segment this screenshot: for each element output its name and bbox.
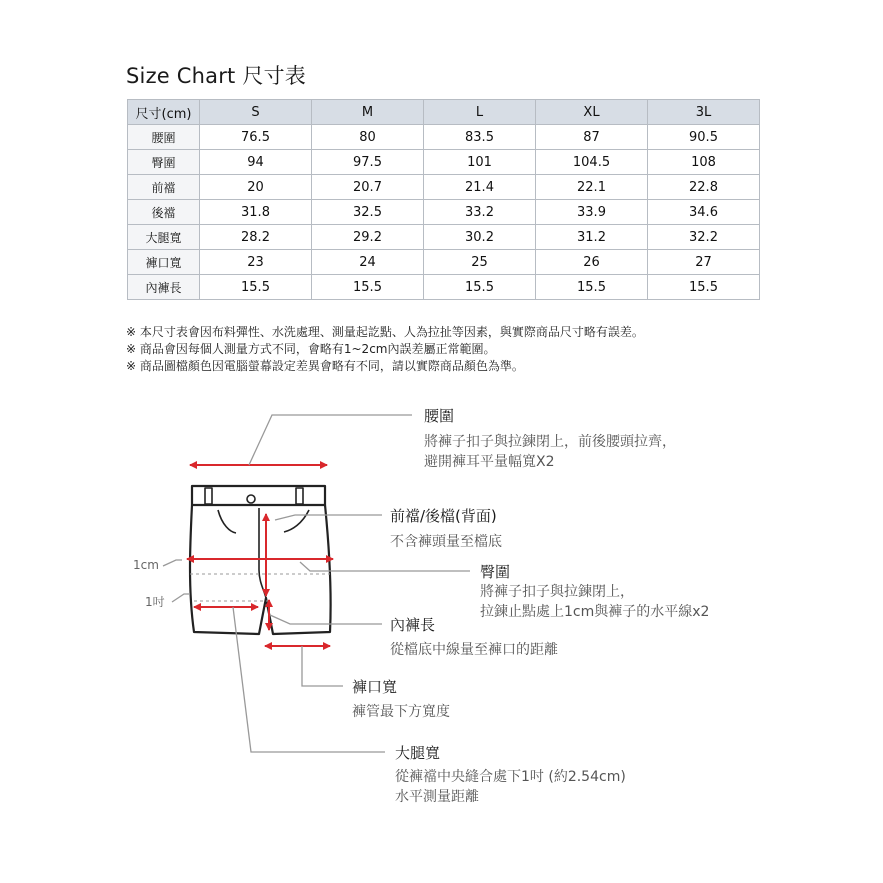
table-cell: 15.5 bbox=[200, 275, 312, 300]
hem-label: 褲口寬 bbox=[352, 678, 398, 696]
table-cell: 22.1 bbox=[536, 175, 648, 200]
row-label: 內褲長 bbox=[128, 275, 200, 300]
size-header: 3L bbox=[648, 100, 760, 125]
size-header: M bbox=[312, 100, 424, 125]
belt-loop bbox=[296, 488, 303, 504]
table-cell: 80 bbox=[312, 125, 424, 150]
table-cell: 23 bbox=[200, 250, 312, 275]
table-cell: 101 bbox=[424, 150, 536, 175]
thigh-desc: 從褲襠中央縫合處下1吋 (約2.54cm) 水平測量距離 bbox=[395, 769, 626, 805]
size-header: S bbox=[200, 100, 312, 125]
table-cell: 30.2 bbox=[424, 225, 536, 250]
inseam-leader bbox=[270, 615, 382, 624]
table-cell: 15.5 bbox=[536, 275, 648, 300]
table-cell: 15.5 bbox=[648, 275, 760, 300]
shorts-body bbox=[190, 505, 331, 634]
tick-1inch-leader bbox=[172, 594, 190, 602]
table-cell: 33.2 bbox=[424, 200, 536, 225]
table-cell: 28.2 bbox=[200, 225, 312, 250]
row-label: 褲口寬 bbox=[128, 250, 200, 275]
size-header: XL bbox=[536, 100, 648, 125]
note-line: ※ 商品會因每個人測量方式不同，會略有1~2cm內誤差屬正常範圍。 bbox=[126, 342, 496, 356]
note-line: ※ 商品圖檔顏色因電腦螢幕設定差異會略有不同，請以實際商品顏色為準。 bbox=[126, 359, 524, 373]
table-cell: 24 bbox=[312, 250, 424, 275]
size-header: L bbox=[424, 100, 536, 125]
table-cell: 33.9 bbox=[536, 200, 648, 225]
table-cell: 32.5 bbox=[312, 200, 424, 225]
pocket-right bbox=[284, 510, 309, 532]
rise-label: 前襠/後檔(背面) bbox=[390, 507, 497, 525]
table-cell: 94 bbox=[200, 150, 312, 175]
fly-line bbox=[259, 508, 266, 598]
hem-leader bbox=[302, 646, 343, 686]
table-cell: 87 bbox=[536, 125, 648, 150]
tick-1cm-leader bbox=[163, 560, 182, 566]
table-cell: 104.5 bbox=[536, 150, 648, 175]
waist-leader bbox=[249, 415, 412, 465]
hip-leader bbox=[300, 562, 470, 571]
note-line: ※ 本尺寸表會因布料彈性、水洗處理、測量起訖點、人為拉扯等因素，與實際商品尺寸略有誤差。 bbox=[126, 325, 644, 339]
table-cell: 29.2 bbox=[312, 225, 424, 250]
table-cell: 34.6 bbox=[648, 200, 760, 225]
hip-label: 臀圍 bbox=[480, 563, 511, 581]
table-cell: 20.7 bbox=[312, 175, 424, 200]
table-cell: 27 bbox=[648, 250, 760, 275]
table-cell: 90.5 bbox=[648, 125, 760, 150]
table-cell: 25 bbox=[424, 250, 536, 275]
row-label: 腰圍 bbox=[128, 125, 200, 150]
waist-desc: 將褲子扣子與拉鍊閉上，前後腰頭拉齊， 避開褲耳平量幅寬X2 bbox=[424, 434, 676, 470]
table-corner-header: 尺寸(cm) bbox=[128, 100, 200, 125]
table-cell: 15.5 bbox=[312, 275, 424, 300]
thigh-label: 大腿寬 bbox=[395, 744, 441, 762]
rise-leader bbox=[275, 515, 382, 520]
tick-1cm-label: 1cm bbox=[133, 558, 159, 572]
tick-1inch-label: 1吋 bbox=[145, 595, 165, 609]
rise-desc: 不含褲頭量至檔底 bbox=[390, 534, 502, 550]
belt-loop bbox=[205, 488, 212, 504]
table-cell: 20 bbox=[200, 175, 312, 200]
button-icon bbox=[247, 495, 255, 503]
inseam-desc: 從檔底中線量至褲口的距離 bbox=[390, 642, 558, 658]
table-cell: 108 bbox=[648, 150, 760, 175]
row-label: 後襠 bbox=[128, 200, 200, 225]
page-title: Size Chart 尺寸表 bbox=[126, 64, 306, 88]
table-cell: 97.5 bbox=[312, 150, 424, 175]
table-cell: 31.2 bbox=[536, 225, 648, 250]
inseam-label: 內褲長 bbox=[390, 616, 436, 634]
table-cell: 31.8 bbox=[200, 200, 312, 225]
row-label: 大腿寬 bbox=[128, 225, 200, 250]
row-label: 臀圍 bbox=[128, 150, 200, 175]
table-cell: 22.8 bbox=[648, 175, 760, 200]
pocket-left bbox=[218, 510, 236, 533]
hip-desc: 將褲子扣子與拉鍊閉上， 拉鍊止點處上1cm與褲子的水平線x2 bbox=[480, 584, 710, 620]
table-cell: 32.2 bbox=[648, 225, 760, 250]
hem-desc: 褲管最下方寬度 bbox=[352, 704, 450, 720]
row-label: 前襠 bbox=[128, 175, 200, 200]
table-cell: 76.5 bbox=[200, 125, 312, 150]
table-cell: 83.5 bbox=[424, 125, 536, 150]
table-cell: 21.4 bbox=[424, 175, 536, 200]
table-cell: 26 bbox=[536, 250, 648, 275]
waist-label: 腰圍 bbox=[424, 407, 455, 425]
table-cell: 15.5 bbox=[424, 275, 536, 300]
